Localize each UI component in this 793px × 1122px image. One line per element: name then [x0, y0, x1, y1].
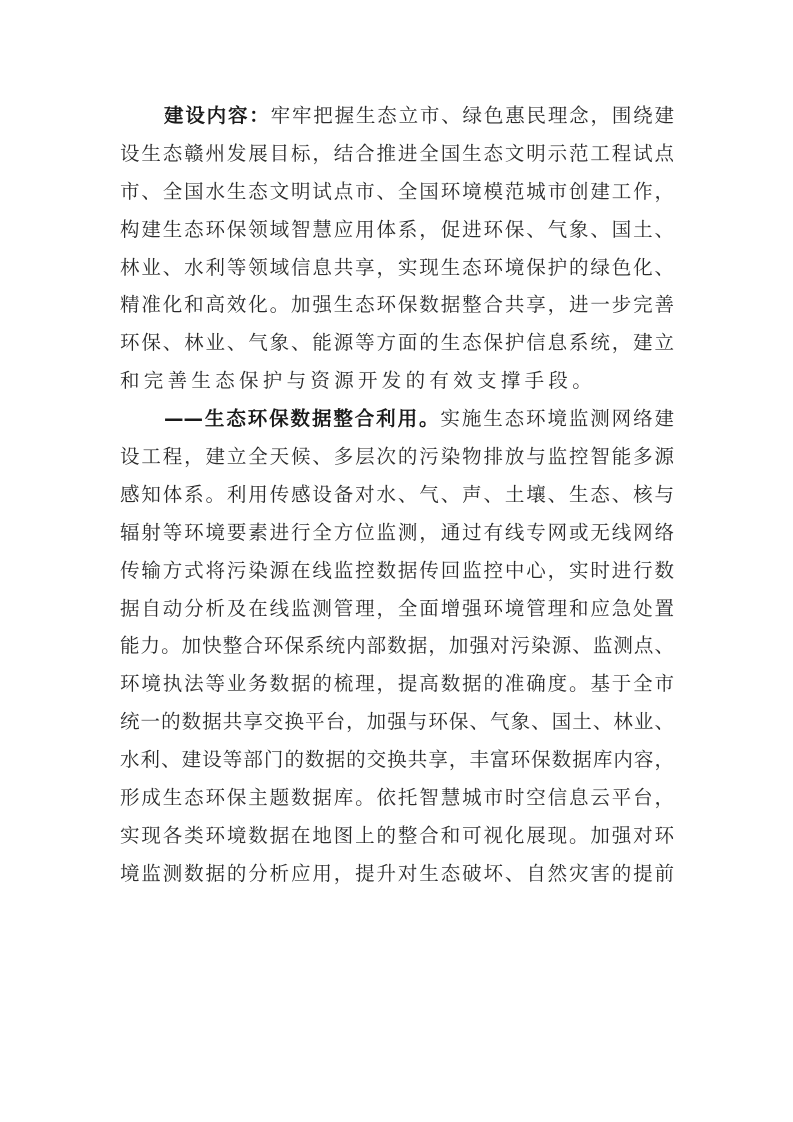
paragraph-line: 林业、水利等领域信息共享，实现生态环境保护的绿色化、 [120, 255, 674, 279]
paragraph-line: 能力。加快整合环保系统内部数据，加强对污染源、监测点、 [120, 634, 674, 658]
paragraph-line: 实现各类环境数据在地图上的整合和可视化展现。加强对环 [120, 823, 674, 847]
paragraph-line: 和完善生态保护与资源开发的有效支撑手段。 [120, 369, 597, 393]
paragraph-line: 统一的数据共享交换平台，加强与环保、气象、国土、林业、 [120, 710, 674, 734]
paragraph-line: 辐射等环境要素进行全方位监测，通过有线专网或无线网络 [120, 520, 674, 544]
paragraph-heading: 建设内容： [164, 104, 271, 127]
paragraph-line: 感知体系。利用传感设备对水、气、声、土壤、生态、核与 [120, 482, 674, 506]
paragraph-line: 环境执法等业务数据的梳理，提高数据的准确度。基于全市 [120, 672, 674, 696]
section-heading: ——生态环保数据整合利用。 [164, 407, 441, 431]
paragraph-text: 牢牢把握生态立市、绿色惠民理念，围绕建 [270, 104, 674, 127]
paragraph-line: 据自动分析及在线监测管理，全面增强环境管理和应急处置 [120, 596, 674, 620]
paragraph-line: 设生态赣州发展目标，结合推进全国生态文明示范工程试点 [120, 141, 674, 165]
paragraph-line: 境监测数据的分析应用，提升对生态破坏、自然灾害的提前 [120, 861, 674, 885]
paragraph-line: 设工程，建立全天候、多层次的污染物排放与监控智能多源 [120, 445, 674, 469]
paragraph-line: 构建生态环保领域智慧应用体系，促进环保、气象、国土、 [120, 217, 674, 241]
paragraph-line: 环保、林业、气象、能源等方面的生态保护信息系统，建立 [120, 331, 674, 355]
paragraph-text: 实施生态环境监测网络建 [440, 407, 674, 431]
paragraph-line: 传输方式将污染源在线监控数据传回监控中心，实时进行数 [120, 558, 674, 582]
paragraph-line: 精准化和高效化。加强生态环保数据整合共享，进一步完善 [120, 293, 674, 317]
paragraph-line [120, 400, 674, 438]
paragraph-line: 形成生态环保主题数据库。依托智慧城市时空信息云平台， [120, 786, 674, 810]
paragraph-line: 市、全国水生态文明试点市、全国环境模范城市创建工作， [120, 179, 674, 203]
paragraph-line [120, 97, 674, 135]
paragraph-line: 水利、建设等部门的数据的交换共享，丰富环保数据库内容， [120, 748, 674, 772]
document-body [120, 97, 674, 893]
